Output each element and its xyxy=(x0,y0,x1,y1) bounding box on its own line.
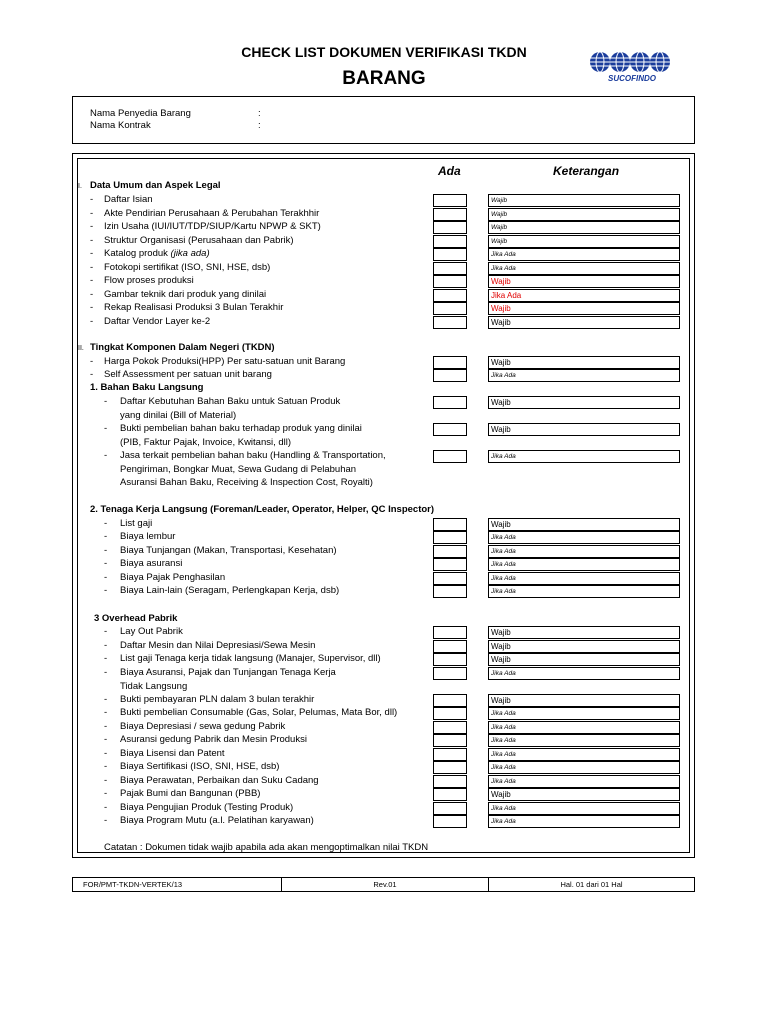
item-label: Biaya lembur xyxy=(120,531,176,542)
ada-checkbox[interactable] xyxy=(433,748,467,761)
item-label: Biaya asuransi xyxy=(120,558,183,569)
bullet: - xyxy=(104,396,108,407)
document-title: CHECK LIST DOKUMEN VERIFIKASI TKDN xyxy=(241,44,527,60)
keterangan-field[interactable]: Jika Ada xyxy=(488,531,680,544)
document-subtitle: BARANG xyxy=(342,68,426,89)
ada-checkbox[interactable] xyxy=(433,275,467,288)
column-header-ada: Ada xyxy=(438,164,461,178)
ada-checkbox[interactable] xyxy=(433,396,467,409)
section-title: Tingkat Komponen Dalam Negeri (TKDN) xyxy=(90,342,275,353)
item-label: Biaya Depresiasi / sewa gedung Pabrik xyxy=(120,721,286,732)
ada-checkbox[interactable] xyxy=(433,194,467,207)
ada-checkbox[interactable] xyxy=(433,289,467,302)
keterangan-field[interactable]: Wajib xyxy=(488,396,680,409)
item-label: List gaji xyxy=(120,518,153,529)
item-label: Asuransi Bahan Baku, Receiving & Inspection Cost, Royalti) xyxy=(120,477,373,488)
bullet: - xyxy=(104,694,108,705)
ada-checkbox[interactable] xyxy=(433,667,467,680)
item-label: Katalog produk (jika ada) xyxy=(104,248,210,259)
item-label: Asuransi gedung Pabrik dan Mesin Produksi xyxy=(120,734,307,745)
ada-checkbox[interactable] xyxy=(433,248,467,261)
keterangan-field[interactable]: Jika Ada xyxy=(488,289,680,302)
ada-checkbox[interactable] xyxy=(433,262,467,275)
form-number: FOR/PMT-TKDN-VERTEK/13 xyxy=(72,877,282,892)
bullet: - xyxy=(104,734,108,745)
keterangan-field[interactable]: Jika Ada xyxy=(488,802,680,815)
ada-checkbox[interactable] xyxy=(433,640,467,653)
item-label: Biaya Perawatan, Perbaikan dan Suku Cadang xyxy=(120,775,319,786)
item-label: Bukti pembelian bahan baku terhadap produk yang dinilai xyxy=(120,423,362,434)
item-label: Fotokopi sertifikat (ISO, SNI, HSE, dsb) xyxy=(104,262,271,273)
ada-checkbox[interactable] xyxy=(433,694,467,707)
item-label: Daftar Vendor Layer ke-2 xyxy=(104,316,211,327)
ada-checkbox[interactable] xyxy=(433,802,467,815)
bullet: - xyxy=(90,302,94,313)
bullet: - xyxy=(104,572,108,583)
ada-checkbox[interactable] xyxy=(433,558,467,571)
bullet: - xyxy=(90,289,94,300)
keterangan-field[interactable]: Wajib xyxy=(488,640,680,653)
info-box xyxy=(72,96,695,144)
ada-checkbox[interactable] xyxy=(433,653,467,666)
item-label: Biaya Tunjangan (Makan, Transportasi, Kesehatan) xyxy=(120,545,337,556)
bullet: - xyxy=(104,423,108,434)
subsection-title: 2. Tenaga Kerja Langsung (Foreman/Leader, Operator, Helper, QC Inspector) xyxy=(90,504,435,515)
item-label-note: (jika ada) xyxy=(170,248,210,259)
bullet: - xyxy=(90,316,94,327)
keterangan-field[interactable]: Wajib xyxy=(488,235,680,248)
item-label: Biaya Pengujian Produk (Testing Produk) xyxy=(120,802,294,813)
keterangan-field[interactable]: Jika Ada xyxy=(488,761,680,774)
item-label: Lay Out Pabrik xyxy=(120,626,183,637)
item-label: Biaya Lisensi dan Patent xyxy=(120,748,225,759)
bullet: - xyxy=(104,775,108,786)
ada-checkbox[interactable] xyxy=(433,775,467,788)
ada-checkbox[interactable] xyxy=(433,626,467,639)
item-label: Bukti pembayaran PLN dalam 3 bulan terakhir xyxy=(120,694,315,705)
keterangan-field[interactable]: Jika Ada xyxy=(488,369,680,382)
bullet: - xyxy=(104,653,108,664)
keterangan-field[interactable]: Jika Ada xyxy=(488,734,680,747)
keterangan-field[interactable]: Wajib xyxy=(488,423,680,436)
keterangan-field[interactable]: Wajib xyxy=(488,316,680,329)
bullet: - xyxy=(104,545,108,556)
ada-checkbox[interactable] xyxy=(433,721,467,734)
bullet: - xyxy=(90,262,94,273)
nama-penyedia-label: Nama Penyedia Barang xyxy=(90,108,191,119)
item-label: Struktur Organisasi (Perusahaan dan Pabrik) xyxy=(104,235,294,246)
keterangan-field[interactable]: Jika Ada xyxy=(488,545,680,558)
subsection-title: 3 Overhead Pabrik xyxy=(94,613,178,624)
keterangan-field[interactable]: Wajib xyxy=(488,653,680,666)
item-label: yang dinilai (Bill of Material) xyxy=(120,409,237,421)
ada-checkbox[interactable] xyxy=(433,734,467,747)
item-label: (PIB, Faktur Pajak, Invoice, Kwitansi, dll) xyxy=(120,436,292,448)
bullet: - xyxy=(104,802,108,813)
bullet: - xyxy=(104,788,108,799)
bullet: - xyxy=(90,369,94,380)
item-label: Daftar Kebutuhan Bahan Baku untuk Satuan Produk xyxy=(120,396,341,407)
bullet: - xyxy=(90,275,94,286)
bullet: - xyxy=(104,761,108,772)
ada-checkbox[interactable] xyxy=(433,423,467,436)
ada-checkbox[interactable] xyxy=(433,707,467,720)
ada-checkbox[interactable] xyxy=(433,450,467,463)
keterangan-field[interactable]: Jika Ada xyxy=(488,572,680,585)
item-label: Gambar teknik dari produk yang dinilai xyxy=(104,289,267,300)
ada-checkbox[interactable] xyxy=(433,545,467,558)
section-number: II. xyxy=(78,345,84,352)
revision: Rev.01 xyxy=(281,877,489,892)
item-label: Self Assessment per satuan unit barang xyxy=(104,369,272,380)
ada-checkbox[interactable] xyxy=(433,572,467,585)
ada-checkbox[interactable] xyxy=(433,369,467,382)
ada-checkbox[interactable] xyxy=(433,518,467,531)
keterangan-field[interactable]: Wajib xyxy=(488,221,680,234)
logo-text: SUCOFINDO xyxy=(608,74,656,83)
item-label: Bukti pembelian Consumable (Gas, Solar, Pelumas, Mata Bor, dll) xyxy=(120,707,398,718)
bullet: - xyxy=(90,221,94,232)
item-label: Jasa terkait pembelian bahan baku (Handling & Transportation, xyxy=(120,450,386,461)
sucofindo-logo xyxy=(588,50,676,86)
keterangan-field[interactable]: Jika Ada xyxy=(488,585,680,598)
item-label: Biaya Asuransi, Pajak dan Tunjangan Tenaga Kerja xyxy=(120,667,336,678)
column-header-keterangan: Keterangan xyxy=(553,164,620,178)
page-number: Hal. 01 dari 01 Hal xyxy=(488,877,695,892)
keterangan-field[interactable]: Wajib xyxy=(488,626,680,639)
item-label: Biaya Sertifikasi (ISO, SNI, HSE, dsb) xyxy=(120,761,280,772)
colon: : xyxy=(258,120,261,131)
item-label: Harga Pokok Produksi(HPP) Per satu-satuan unit Barang xyxy=(104,356,346,367)
item-label: Izin Usaha (IUI/IUT/TDP/SIUP/Kartu NPWP & SKT) xyxy=(104,221,321,232)
keterangan-field[interactable]: Jika Ada xyxy=(488,721,680,734)
bullet: - xyxy=(104,518,108,529)
bullet: - xyxy=(104,667,108,678)
keterangan-field[interactable]: Jika Ada xyxy=(488,707,680,720)
bullet: - xyxy=(104,748,108,759)
bullet: - xyxy=(104,531,108,542)
nama-kontrak-label: Nama Kontrak xyxy=(90,120,151,131)
item-label: Pengiriman, Bongkar Muat, Sewa Gudang di Pelabuhan xyxy=(120,463,357,475)
bullet: - xyxy=(90,194,94,205)
item-label: Tidak Langsung xyxy=(120,680,188,692)
ada-checkbox[interactable] xyxy=(433,815,467,828)
ada-checkbox[interactable] xyxy=(433,316,467,329)
ada-checkbox[interactable] xyxy=(433,235,467,248)
bullet: - xyxy=(104,640,108,651)
section-title: Data Umum dan Aspek Legal xyxy=(90,180,221,191)
item-label: Akte Pendirian Perusahaan & Perubahan Terakhhir xyxy=(104,208,320,219)
keterangan-field[interactable]: Jika Ada xyxy=(488,450,680,463)
item-label: Daftar Mesin dan Nilai Depresiasi/Sewa Mesin xyxy=(120,640,316,651)
ada-checkbox[interactable] xyxy=(433,356,467,369)
keterangan-field[interactable]: Wajib xyxy=(488,788,680,801)
ada-checkbox[interactable] xyxy=(433,208,467,221)
item-label: Biaya Pajak Penghasilan xyxy=(120,572,226,583)
keterangan-field[interactable]: Wajib xyxy=(488,275,680,288)
section-number: I. xyxy=(78,183,82,190)
keterangan-field[interactable]: Jika Ada xyxy=(488,248,680,261)
ada-checkbox[interactable] xyxy=(433,221,467,234)
keterangan-field[interactable]: Jika Ada xyxy=(488,815,680,828)
bullet: - xyxy=(104,815,108,826)
subsection-title: 1. Bahan Baku Langsung xyxy=(90,382,204,393)
catatan-note: Catatan : Dokumen tidak wajib apabila ada akan mengoptimalkan nilai TKDN xyxy=(104,842,429,853)
keterangan-field[interactable]: Jika Ada xyxy=(488,262,680,275)
keterangan-field[interactable]: Wajib xyxy=(488,208,680,221)
item-label: Rekap Realisasi Produksi 3 Bulan Terakhir xyxy=(104,302,284,313)
bullet: - xyxy=(90,208,94,219)
ada-checkbox[interactable] xyxy=(433,531,467,544)
item-label: Biaya Program Mutu (a.l. Pelatihan karyawan) xyxy=(120,815,314,826)
bullet: - xyxy=(104,585,108,596)
bullet: - xyxy=(104,450,108,461)
keterangan-field[interactable]: Jika Ada xyxy=(488,558,680,571)
ada-checkbox[interactable] xyxy=(433,761,467,774)
ada-checkbox[interactable] xyxy=(433,788,467,801)
item-label: List gaji Tenaga kerja tidak langsung (Manajer, Supervisor, dll) xyxy=(120,653,381,664)
keterangan-field[interactable]: Wajib xyxy=(488,518,680,531)
bullet: - xyxy=(90,248,94,259)
keterangan-field[interactable]: Wajib xyxy=(488,694,680,707)
keterangan-field[interactable]: Jika Ada xyxy=(488,775,680,788)
item-label: Biaya Lain-lain (Seragam, Perlengkapan Kerja, dsb) xyxy=(120,585,340,596)
keterangan-field[interactable]: Wajib xyxy=(488,356,680,369)
keterangan-field[interactable]: Jika Ada xyxy=(488,667,680,680)
ada-checkbox[interactable] xyxy=(433,302,467,315)
keterangan-field[interactable]: Wajib xyxy=(488,302,680,315)
keterangan-field[interactable]: Wajib xyxy=(488,194,680,207)
colon: : xyxy=(258,108,261,119)
keterangan-field[interactable]: Jika Ada xyxy=(488,748,680,761)
bullet: - xyxy=(104,626,108,637)
bullet: - xyxy=(104,707,108,718)
item-label: Pajak Bumi dan Bangunan (PBB) xyxy=(120,788,261,799)
ada-checkbox[interactable] xyxy=(433,585,467,598)
item-label: Flow proses produksi xyxy=(104,275,194,286)
bullet: - xyxy=(90,356,94,367)
bullet: - xyxy=(104,721,108,732)
item-label: Daftar Isian xyxy=(104,194,153,205)
bullet: - xyxy=(104,558,108,569)
bullet: - xyxy=(90,235,94,246)
